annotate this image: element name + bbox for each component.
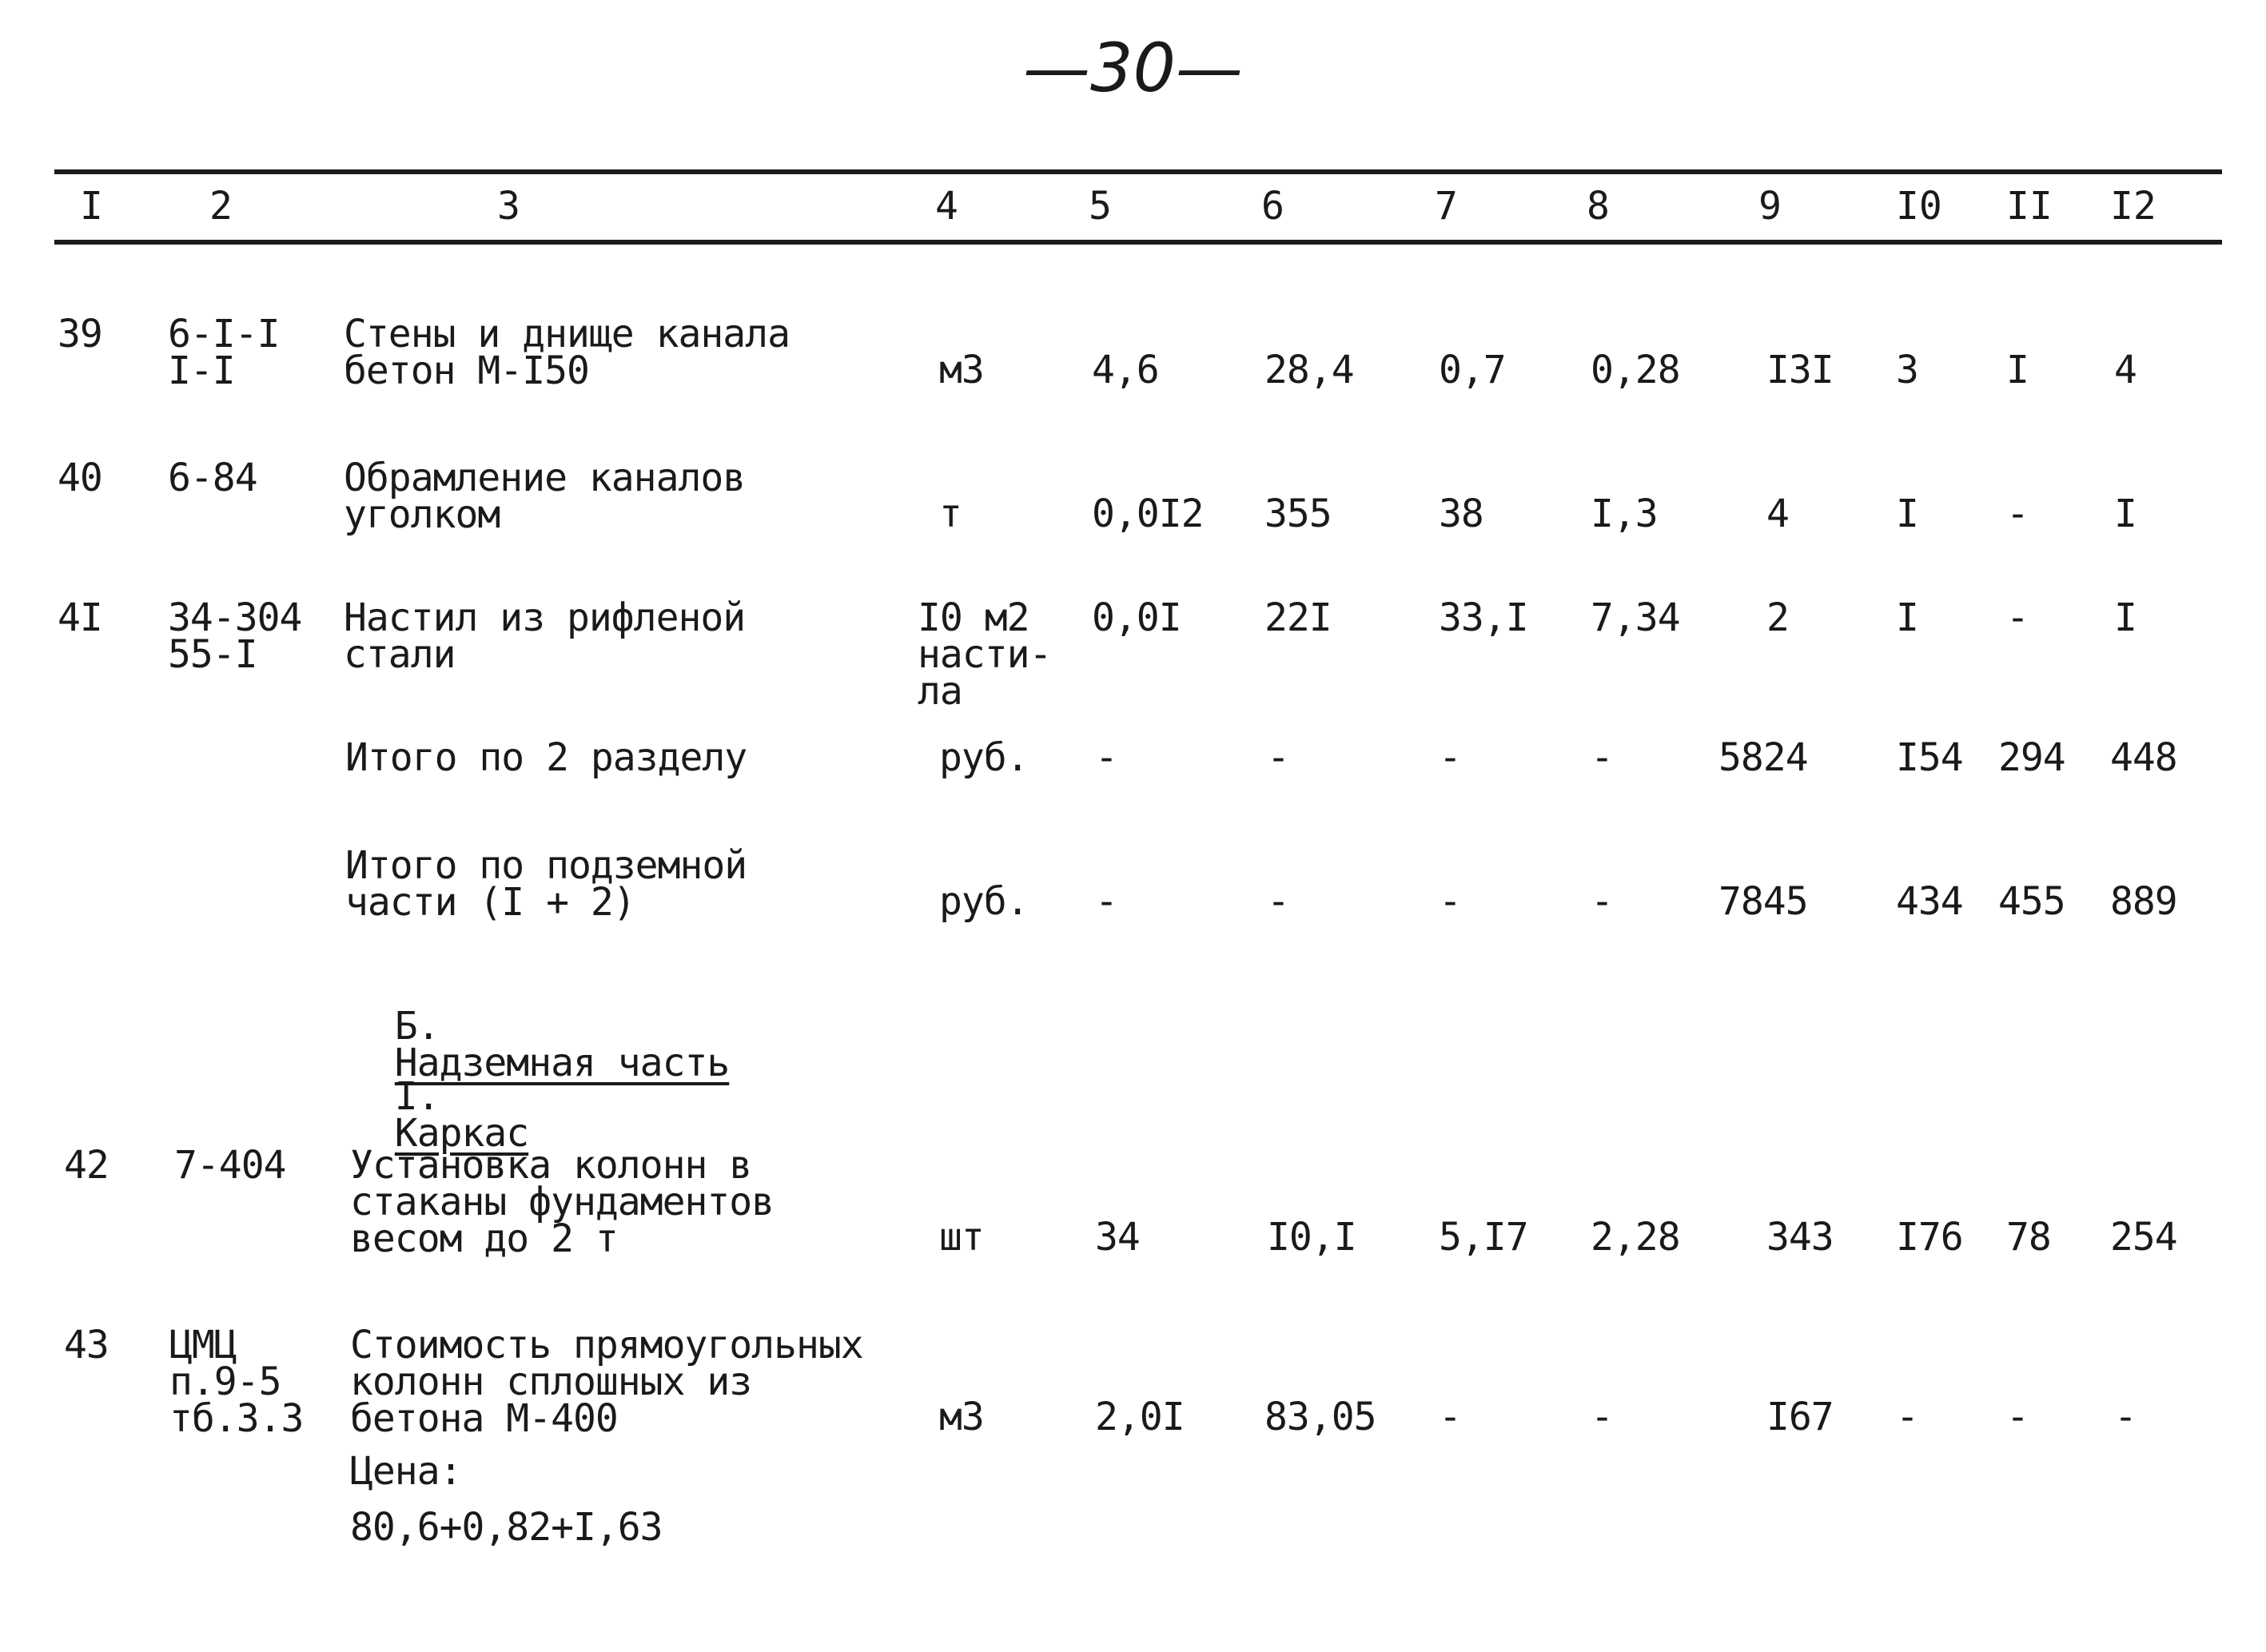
row-col12: I	[2114, 492, 2137, 536]
col-header-2: 2	[209, 184, 233, 229]
col-header-11: II	[2006, 184, 2053, 229]
row-col10: I	[1896, 595, 1918, 640]
row-col10: I76	[1896, 1215, 1963, 1260]
total-unit: руб.	[939, 879, 1029, 924]
row-unit: шт	[939, 1215, 984, 1260]
total-col10: I54	[1896, 735, 1963, 780]
page-number: —30—	[1023, 29, 1243, 107]
row-code: 7-404	[174, 1143, 286, 1188]
row-code: 6-I-I I-I	[168, 312, 280, 393]
col-header-1: I	[80, 184, 103, 229]
row-unit: I0 м2 насти- ла	[918, 595, 1052, 714]
total-col8: -	[1591, 879, 1613, 924]
row-col6: 83,05	[1264, 1395, 1376, 1439]
row-col7: -	[1439, 1395, 1461, 1439]
row-name: Стоимость прямоугольных колонн сплошных из бетона М-400	[350, 1323, 863, 1441]
row-col7: 38	[1439, 492, 1483, 536]
row-col9: 343	[1766, 1215, 1834, 1260]
row-col9: I3I	[1766, 348, 1834, 392]
total-col6: -	[1267, 735, 1289, 780]
row-col8: 0,28	[1591, 348, 1680, 392]
total-col12: 889	[2110, 879, 2177, 924]
row-code: ЦМЦ п.9-5 тб.3.3	[169, 1323, 304, 1441]
total-col9: 7845	[1718, 879, 1808, 924]
row-number: 43	[64, 1323, 109, 1367]
row-name: Стены и днище канала бетон М-I50	[344, 312, 790, 393]
row-col9: 2	[1766, 595, 1789, 640]
row-code: 6-84	[168, 456, 257, 500]
row-unit: т	[939, 492, 962, 536]
col-header-12: I2	[2110, 184, 2156, 229]
row-number: 40	[58, 456, 102, 500]
col-header-8: 8	[1587, 184, 1610, 229]
row-col6: 28,4	[1264, 348, 1354, 392]
total-col7: -	[1439, 735, 1461, 780]
row-col11: -	[2006, 492, 2029, 536]
row-col12: 254	[2110, 1215, 2177, 1260]
total-col12: 448	[2110, 735, 2177, 780]
row-col11: 78	[2006, 1215, 2051, 1260]
price-formula: 80,6+0,82+I,63	[350, 1505, 663, 1550]
section-prefix: Б.	[394, 1004, 440, 1049]
table-header-rule	[54, 240, 2222, 245]
section-heading-1	[350, 1041, 529, 1156]
row-col10: I	[1896, 492, 1918, 536]
col-header-10: I0	[1896, 184, 1942, 229]
total-col8: -	[1591, 735, 1613, 780]
col-header-3: 3	[497, 184, 520, 229]
row-col8: 7,34	[1591, 595, 1680, 640]
col-header-7: 7	[1435, 184, 1458, 229]
total-unit: руб.	[939, 735, 1029, 780]
col-header-5: 5	[1089, 184, 1112, 229]
row-col6: 22I	[1264, 595, 1332, 640]
row-col5: 4,6	[1092, 348, 1159, 392]
total-col10: 434	[1896, 879, 1963, 924]
row-col8: -	[1591, 1395, 1613, 1439]
total-col9: 5824	[1718, 735, 1808, 780]
total-col11: 294	[1998, 735, 2065, 780]
row-col9: I67	[1766, 1395, 1834, 1439]
row-col6: I0,I	[1267, 1215, 1356, 1260]
row-col5: 2,0I	[1095, 1395, 1185, 1439]
table-top-rule	[54, 169, 2222, 174]
row-unit: м3	[939, 1395, 984, 1439]
row-col12: -	[2114, 1395, 2137, 1439]
total-label: Итого по подземной части (I + 2)	[345, 843, 747, 925]
row-number: 39	[58, 312, 102, 356]
row-unit: м3	[939, 348, 984, 392]
col-header-6: 6	[1261, 184, 1284, 229]
row-col5: 0,0I	[1092, 595, 1181, 640]
row-col8: I,3	[1591, 492, 1658, 536]
total-label: Итого по 2 разделу	[345, 735, 747, 780]
row-number: 42	[64, 1143, 109, 1188]
section-title: Каркас	[394, 1111, 529, 1156]
row-col5: 34	[1095, 1215, 1140, 1260]
section-prefix: I.	[394, 1074, 440, 1119]
total-col11: 455	[1998, 879, 2065, 924]
section-title: Надземная часть	[394, 1041, 730, 1085]
row-name: Установка колонн в стаканы фундаментов весом до 2 т	[350, 1143, 775, 1261]
col-header-9: 9	[1758, 184, 1782, 229]
row-col12: I	[2114, 595, 2137, 640]
row-number: 4I	[58, 595, 102, 640]
row-col8: 2,28	[1591, 1215, 1680, 1260]
row-col10: 3	[1896, 348, 1918, 392]
row-col7: 0,7	[1439, 348, 1506, 392]
row-col11: -	[2006, 1395, 2029, 1439]
row-col7: 33,I	[1439, 595, 1528, 640]
row-col5: 0,0I2	[1092, 492, 1204, 536]
total-col6: -	[1267, 879, 1289, 924]
row-code: 34-304 55-I	[168, 595, 302, 677]
row-name: Настил из рифленой стали	[344, 595, 746, 677]
row-col11: -	[2006, 595, 2029, 640]
total-col5: -	[1095, 879, 1117, 924]
row-col12: 4	[2114, 348, 2137, 392]
price-label: Цена:	[350, 1449, 462, 1494]
row-name: Обрамление каналов уголком	[344, 456, 746, 537]
row-col7: 5,I7	[1439, 1215, 1528, 1260]
total-col7: -	[1439, 879, 1461, 924]
row-col10: -	[1896, 1395, 1918, 1439]
col-header-4: 4	[935, 184, 958, 229]
row-col9: 4	[1766, 492, 1789, 536]
row-col6: 355	[1264, 492, 1332, 536]
row-col11: I	[2006, 348, 2029, 392]
total-col5: -	[1095, 735, 1117, 780]
